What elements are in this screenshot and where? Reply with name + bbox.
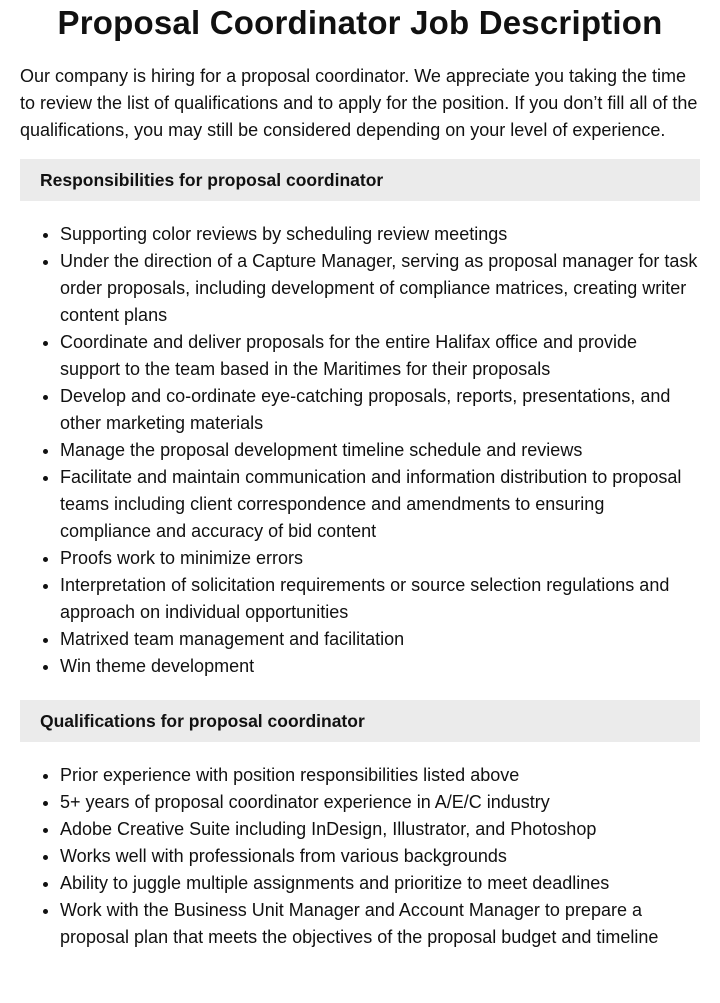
intro-paragraph: Our company is hiring for a proposal coordinator. We appreciate you taking the time to review the list of qualifications and to apply for the position. If you don’t fill all of the qualifications, you may still be considered depending on your level of experience.: [20, 66, 698, 140]
list-item: • Coordinate and deliver proposals for the entire Halifax office and provide support to the team based in the Maritimes for their proposals: [60, 329, 700, 383]
list-item: • Proofs work to minimize errors: [60, 545, 700, 572]
list-item: • Develop and co-ordinate eye-catching proposals, reports, presentations, and other marketing materials: [60, 383, 700, 437]
list-item: • Work with the Business Unit Manager and Account Manager to prepare a proposal plan that meets the objectives of the proposal budget and timeline: [60, 897, 700, 951]
list-item: • Win theme development: [60, 653, 700, 680]
list-item: • Prior experience with position responsibilities listed above: [60, 762, 700, 789]
list-item: • 5+ years of proposal coordinator experience in A/E/C industry: [60, 789, 700, 816]
responsibilities-heading: Responsibilities for proposal coordinator: [20, 159, 700, 201]
list-item: • Interpretation of solicitation requirements or source selection regulations and approach on individual opportunities: [60, 572, 700, 626]
list-item: • Supporting color reviews by scheduling review meetings: [60, 221, 700, 248]
list-item: • Facilitate and maintain communication and information distribution to proposal teams including client correspondence and amendments to ensuring compliance and accuracy of bid content: [60, 464, 700, 545]
page-title: Proposal Coordinator Job Description: [57, 4, 663, 41]
list-item: • Ability to juggle multiple assignments and prioritize to meet deadlines: [60, 870, 700, 897]
qualifications-list: [20, 762, 700, 951]
qualifications-heading: Qualifications for proposal coordinator: [20, 700, 700, 742]
responsibilities-list: [20, 221, 700, 680]
list-item: • Matrixed team management and facilitation: [60, 626, 700, 653]
list-item: • Adobe Creative Suite including InDesign, Illustrator, and Photoshop: [60, 816, 700, 843]
list-item: • Under the direction of a Capture Manager, serving as proposal manager for task order proposals, including development of compliance matrices, creating writer content plans: [60, 248, 700, 329]
list-item: • Works well with professionals from various backgrounds: [60, 843, 700, 870]
list-item: • Manage the proposal development timeline schedule and reviews: [60, 437, 700, 464]
